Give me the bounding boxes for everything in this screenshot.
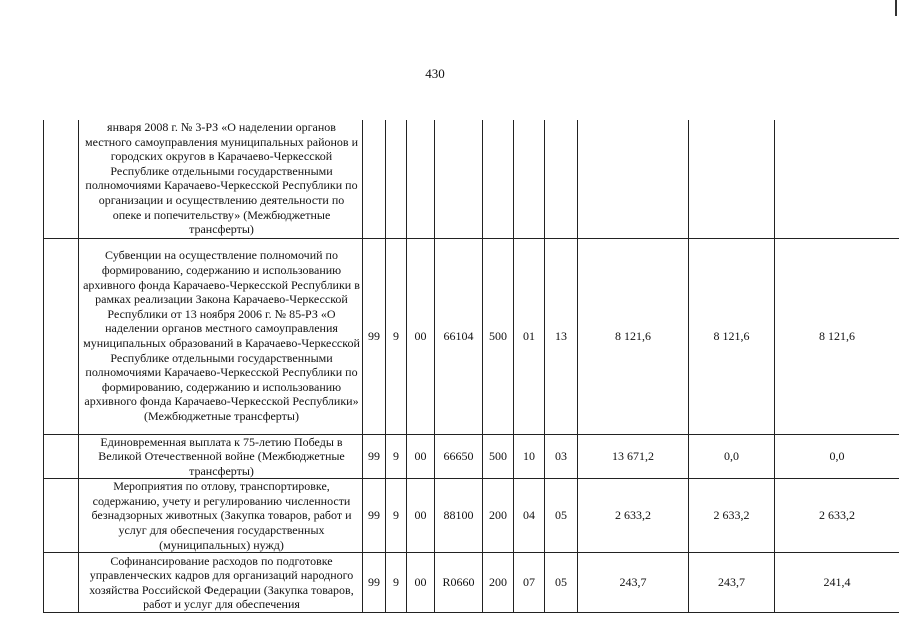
code-direction: 66104 xyxy=(435,238,483,434)
code-subsection: 05 xyxy=(545,479,578,553)
code-section: 10 xyxy=(514,434,545,479)
amount-year-1 xyxy=(578,120,689,238)
code-direction xyxy=(435,120,483,238)
amount-year-3: 2 633,2 xyxy=(775,479,900,553)
budget-table xyxy=(43,120,899,613)
code-expense-type xyxy=(483,120,514,238)
table-row xyxy=(44,553,900,613)
code-direction: 66650 xyxy=(435,434,483,479)
code-program: 99 xyxy=(363,479,386,553)
amount-year-1: 243,7 xyxy=(578,553,689,613)
amount-year-2 xyxy=(689,120,775,238)
code-expense-type: 200 xyxy=(483,479,514,553)
code-expense-type: 500 xyxy=(483,434,514,479)
amount-year-2: 8 121,6 xyxy=(689,238,775,434)
code-expense-type: 500 xyxy=(483,238,514,434)
page-number: 430 xyxy=(425,66,445,81)
amount-year-2: 2 633,2 xyxy=(689,479,775,553)
scan-edge-mark xyxy=(895,0,897,16)
blank-cell xyxy=(44,434,79,479)
amount-year-3 xyxy=(775,120,900,238)
table-row xyxy=(44,120,900,238)
code-section: 04 xyxy=(514,479,545,553)
amount-year-1: 13 671,2 xyxy=(578,434,689,479)
blank-cell xyxy=(44,238,79,434)
blank-cell xyxy=(44,479,79,553)
code-subsection: 05 xyxy=(545,553,578,613)
amount-year-2: 0,0 xyxy=(689,434,775,479)
code-section xyxy=(514,120,545,238)
code-direction: R0660 xyxy=(435,553,483,613)
amount-year-2: 243,7 xyxy=(689,553,775,613)
amount-year-3: 241,4 xyxy=(775,553,900,613)
code-subprogram: 9 xyxy=(386,434,407,479)
code-measure xyxy=(407,120,435,238)
code-subsection: 13 xyxy=(545,238,578,434)
row-description: января 2008 г. № 3-РЗ «О наделении органов местного самоуправления муниципальных районов и городских округов в Карачаево-Черкесской Республике отдельными государственными полномочиями Карачаево-Черкесской Республики по организации и осуществлению деятельности по опеке и попечительству» (Межбюджетные трансферты) xyxy=(79,120,363,238)
amount-year-3: 8 121,6 xyxy=(775,238,900,434)
code-subsection xyxy=(545,120,578,238)
code-section: 07 xyxy=(514,553,545,613)
code-subsection: 03 xyxy=(545,434,578,479)
row-description: Мероприятия по отлову, транспортировке, содержанию, учету и регулированию численности безнадзорных животных (Закупка товаров, работ и услуг для обеспечения государственных (муниципальных) нужд) xyxy=(79,479,363,553)
code-program: 99 xyxy=(363,434,386,479)
code-program xyxy=(363,120,386,238)
row-description: Единовременная выплата к 75-летию Победы в Великой Отечественной войне (Межбюджетные трансферты) xyxy=(79,434,363,479)
code-subprogram: 9 xyxy=(386,238,407,434)
code-measure: 00 xyxy=(407,434,435,479)
row-description: Субвенции на осуществление полномочий по формированию, содержанию и использованию архивного фонда Карачаево-Черкесской Республики в рамках реализации Закона Карачаево-Черкесской Республики от 13 ноября 2006 г. № 85-РЗ «О наделении органов местного самоуправления муниципальных образований в Карачаево-Черкесской Республике отдельными государственными полномочиями Карачаево-Черкесской Республики по формированию, содержанию и использованию архивного фонда Карачаево-Черкесской Республики» (Межбюджетные трансферты) xyxy=(79,238,363,434)
code-expense-type: 200 xyxy=(483,553,514,613)
table-row xyxy=(44,479,900,553)
code-direction: 88100 xyxy=(435,479,483,553)
blank-cell xyxy=(44,553,79,613)
code-program: 99 xyxy=(363,553,386,613)
table-row xyxy=(44,434,900,479)
code-section: 01 xyxy=(514,238,545,434)
row-description: Софинансирование расходов по подготовке управленческих кадров для организаций народного хозяйства Российской Федерации (Закупка товаров, работ и услуг для обеспечения xyxy=(79,553,363,613)
code-measure: 00 xyxy=(407,553,435,613)
code-subprogram xyxy=(386,120,407,238)
code-subprogram: 9 xyxy=(386,479,407,553)
code-measure: 00 xyxy=(407,238,435,434)
code-subprogram: 9 xyxy=(386,553,407,613)
table-row xyxy=(44,238,900,434)
amount-year-3: 0,0 xyxy=(775,434,900,479)
blank-cell xyxy=(44,120,79,238)
amount-year-1: 2 633,2 xyxy=(578,479,689,553)
code-program: 99 xyxy=(363,238,386,434)
code-measure: 00 xyxy=(407,479,435,553)
amount-year-1: 8 121,6 xyxy=(578,238,689,434)
